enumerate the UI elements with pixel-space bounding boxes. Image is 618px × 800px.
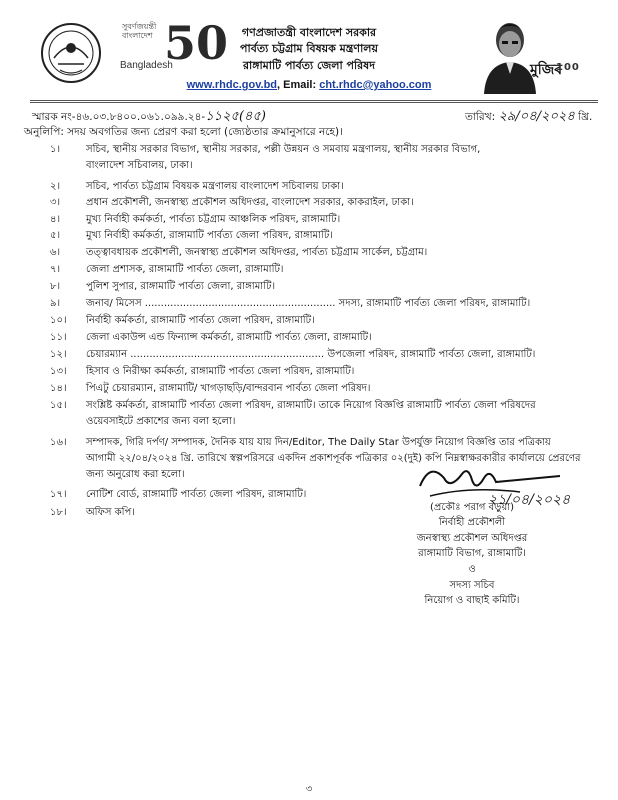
item-text: সংশ্লিষ্ট কর্মকর্তা, রাঙ্গামাটি পার্বত্য জেলা পরিষদ, রাঙ্গামাটি। তাকে নিয়োগ বিজ্ঞপ্তি রাঙ্গামাটি পার্বত্য জেলা পরিষদের xyxy=(86,400,536,411)
item-text: হিসাব ও নিরীক্ষা কর্মকর্তা, রাঙ্গামাটি পার্বত্য জেলা পরিষদ, রাঙ্গামাটি। xyxy=(86,366,355,377)
memo-date xyxy=(465,107,592,128)
item-number: ১৫। xyxy=(50,400,67,411)
item-text: অফিস কপি। xyxy=(86,507,135,518)
item-text: সম্পাদক, গিরি দর্পণ/ সম্পাদক, দৈনিক যায় যায় দিন/Editor, The Daily Star উপর্যুক্ত নিয়োগ বিজ্ঞপ্তি তার পত্রিকায় xyxy=(86,437,551,448)
item-text: মুখ্য নির্বাহী কর্মকর্তা, রাঙ্গামাটি পার্বত্য জেলা পরিষদ, রাঙ্গামাটি। xyxy=(86,230,333,241)
item-number: ১০। xyxy=(50,315,67,326)
item-number: ৯। xyxy=(50,298,61,309)
item-number: ৬। xyxy=(50,247,61,258)
item-text-continued: ওয়েবসাইটে প্রকাশের জন্য বলা হলো। xyxy=(86,416,236,427)
signatory-office: জনস্বাস্থ্য প্রকৌশল অধিদপ্তর xyxy=(416,533,528,544)
bangladesh-word: Bangladesh xyxy=(120,60,173,71)
item-text-continued-2: জন্য অনুরোধ করা হলো। xyxy=(86,469,185,480)
header-divider xyxy=(30,100,598,101)
council-title: রাঙ্গামাটি পার্বত্য জেলা পরিষদ xyxy=(242,59,376,72)
date-suffix: খ্রি. xyxy=(578,111,593,123)
item-text: পুলিশ সুপার, রাঙ্গামাটি পার্বত্য জেলা, রাঙ্গামাটি। xyxy=(86,281,276,292)
item-number: ৮। xyxy=(50,281,61,292)
item-text: প্রধান প্রকৌশলী, জনস্বাস্থ্য প্রকৌশল অধিদপ্তর, বাংলাদেশ সরকার, কাকরাইল, ঢাকা। xyxy=(86,197,414,208)
signatory-committee: নিয়োগ ও বাছাই কমিটি। xyxy=(424,595,520,606)
item-text: মুখ্য নির্বাহী কর্মকর্তা, পার্বত্য চট্টগ্রাম আঞ্চলিক পরিষদ, রাঙ্গামাটি। xyxy=(86,214,341,225)
item-text: সচিব, পার্বত্য চট্টগ্রাম বিষয়ক মন্ত্রণালয় বাংলাদেশ সচিবালয় ঢাকা। xyxy=(86,181,344,192)
email-label: , Email: xyxy=(277,79,320,91)
item-text: জেলা প্রশাসক, রাঙ্গামাটি পার্বত্য জেলা, রাঙ্গামাটি। xyxy=(86,264,284,275)
fifty-number: 50 xyxy=(164,16,229,70)
email-link[interactable]: cht.rhdc@yahoo.com xyxy=(319,79,432,91)
memo-number-handwritten: ১১২৫(৪৫) xyxy=(205,109,266,124)
memo-number-label: স্মারক নং-৪৬.০৩.৮৪০০.০৬১.০৯৯.২৪- xyxy=(32,111,206,123)
signatory-division: রাঙ্গামাটি বিভাগ, রাঙ্গামাটি। xyxy=(418,548,526,559)
item-text: চেয়ারম্যান ............................................................. উপজেলা পরিষদ, রাঙ্গামাটি পার্বত্য জেলা, রাঙ্গামাটি। xyxy=(86,349,536,360)
golden-jubilee-script: সুবর্ণজয়ন্তী বাংলাদেশ xyxy=(122,22,157,40)
date-label: তারিখ: xyxy=(465,111,496,123)
portrait-image xyxy=(478,14,542,94)
signatory-name: (প্রকৌঃ পরাগ বড়ুয়া) xyxy=(429,502,515,513)
distribution-intro: অনুলিপি: সদয় অবগতির জন্য প্রেরণ করা হলো (জ্যেষ্ঠতার ক্রমানুসারে নহে)। xyxy=(24,126,343,138)
item-text: জেলা একাউন্স এন্ড ফিন্যান্স কর্মকর্তা, রাঙ্গামাটি পার্বত্য জেলা, রাঙ্গামাটি। xyxy=(86,332,372,343)
item-text: সচিব, স্থানীয় সরকার বিভাগ, স্থানীয় সরকার, পল্লী উন্নয়ন ও সমবায় মন্ত্রণালয়, স্থানীয় সরকার বিভাগ, xyxy=(86,144,481,155)
item-number: ১৬। xyxy=(50,437,67,448)
item-number: ৪। xyxy=(50,214,61,225)
item-number: ৩। xyxy=(50,197,61,208)
government-title: গণপ্রজাতন্ত্রী বাংলাদেশ সরকার xyxy=(241,26,377,39)
mujib-word: মুজিব xyxy=(530,62,563,78)
item-number: ১৩। xyxy=(50,366,67,377)
item-number: ১। xyxy=(50,144,61,155)
item-text-continued: বাংলাদেশ সচিবালয়, ঢাকা। xyxy=(86,160,193,171)
signatory-role: সদস্য সচিব xyxy=(449,580,495,591)
website-link[interactable]: www.rhdc.gov.bd xyxy=(186,79,278,91)
item-number: ১১। xyxy=(50,332,67,343)
item-number: ২। xyxy=(50,181,61,192)
date-handwritten: ২৯/০৪/২০২৪ xyxy=(498,109,575,124)
header-divider-2 xyxy=(30,102,598,103)
page-number: ৩ xyxy=(305,784,313,795)
item-number: ১৮। xyxy=(50,507,67,518)
item-text: পিএটু চেয়ারম্যান, রাঙ্গামাটি/ খাগড়াছড়ি/বান্দরবান পার্বত্য জেলা পরিষদ। xyxy=(86,383,371,394)
mujib-year: 100 xyxy=(556,62,580,73)
item-number: ৫। xyxy=(50,230,61,241)
item-number: ১৭। xyxy=(50,489,67,500)
mujib-100-logo xyxy=(530,58,588,82)
ministry-title: পার্বত্য চট্টগ্রাম বিষয়ক মন্ত্রণালয় xyxy=(240,42,378,55)
signature-date: ২১/০৪/২০২৪ xyxy=(488,492,570,508)
item-number: ১২। xyxy=(50,349,67,360)
signatory-designation: নির্বাহী প্রকৌশলী xyxy=(438,517,506,528)
item-text: নোটিশ বোর্ড, রাঙ্গামাটি পার্বত্য জেলা পরিষদ, রাঙ্গামাটি। xyxy=(86,489,307,500)
item-text: তত্ত্বাবধায়ক প্রকৌশলী, জনস্বাস্থ্য প্রকৌশল অধিদপ্তর, পার্বত্য চট্টগ্রাম সার্কেল, চট্টগ্রাম। xyxy=(86,247,428,258)
signatory-conjunction: ও xyxy=(468,564,476,575)
item-number: ১৪। xyxy=(50,383,67,394)
item-text: নির্বাহী কর্মকর্তা, রাঙ্গামাটি পার্বত্য জেলা পরিষদ, রাঙ্গামাটি। xyxy=(86,315,315,326)
item-number: ৭। xyxy=(50,264,61,275)
item-text: জনাব/ মিসেস ............................................................ সদস্য, রাঙ্গামাটি পার্বত্য জেলা পরিষদ, রাঙ্গামাটি। xyxy=(86,298,531,309)
item-text-continued: আগামী ২২/০৪/২০২৪ খ্রি. তারিখে স্বল্পপরিসরে একদিন প্রকাশপূর্বক পত্রিকার ০২(দুই) কপি নিম্নস্বাক্ষরকারীর কার্যালয়ে প্রেরণের xyxy=(86,453,581,464)
